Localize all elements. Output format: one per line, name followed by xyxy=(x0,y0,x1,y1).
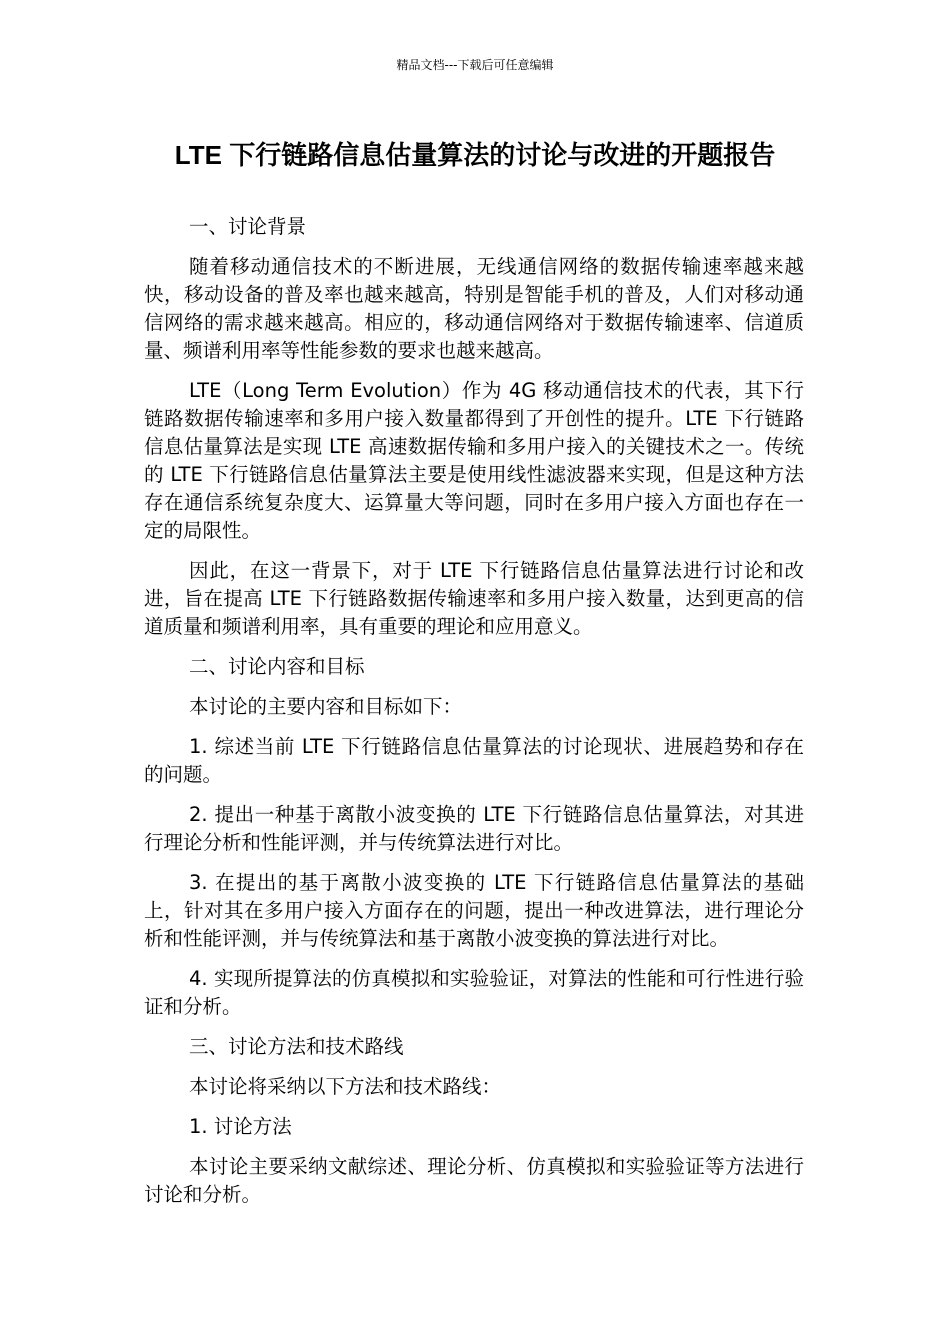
paragraph-content-intro: 本讨论的主要内容和目标如下： xyxy=(189,695,463,718)
document-title: LTE 下行链路信息估量算法的讨论与改进的开题报告 xyxy=(174,140,776,170)
paragraph-background-2: LTE（Long Term Evolution）作为 4G 移动通信技术的代表，其下行链路数据传输速率和多用户接入数量都得到了开创性的提升。LTE 下行链路信息估量算法是实现 LTE 高速数据传输和多用户接入的关键技术之一。传统的 LTE 下行链路信息估量算法主要是使用线性滤波器来实现，但是这种方法存在通信系统复杂度大、运算量大等问题，同时在多用户接入方面也存在一定的局限性。 xyxy=(144,379,804,542)
list-item-goal-3: 3. 在提出的基于离散小波变换的 LTE 下行链路信息估量算法的基础上，针对其在多用户接入方面存在的问题，提出一种改进算法，进行理论分析和性能评测，并与传统算法和基于离散小波变换的算法进行对比。 xyxy=(144,871,804,950)
paragraph-background-1: 随着移动通信技术的不断进展，无线通信网络的数据传输速率越来越快，移动设备的普及率也越来越高，特别是智能手机的普及，人们对移动通信网络的需求越来越高。相应的，移动通信网络对于数据传输速率、信道质量、频谱利用率等性能参数的要求也越来越高。 xyxy=(144,255,804,362)
paragraph-methods-intro: 本讨论将采纳以下方法和技术路线： xyxy=(189,1075,502,1098)
document-body xyxy=(144,213,804,1221)
section-heading-methods: 三、讨论方法和技术路线 xyxy=(189,1035,404,1058)
header-note: 精品文档---下载后可任意编辑 xyxy=(396,58,554,72)
section-heading-background: 一、讨论背景 xyxy=(189,215,307,238)
list-item-goal-4: 4. 实现所提算法的仿真模拟和实验验证，对算法的性能和可行性进行验证和分析。 xyxy=(144,967,804,1018)
list-item-goal-1: 1. 综述当前 LTE 下行链路信息估量算法的讨论现状、进展趋势和存在的问题。 xyxy=(144,735,804,786)
list-item-goal-2: 2. 提出一种基于离散小波变换的 LTE 下行链路信息估量算法，对其进行理论分析和性能评测，并与传统算法进行对比。 xyxy=(144,803,804,854)
paragraph-background-3: 因此，在这一背景下，对于 LTE 下行链路信息估量算法进行讨论和改进，旨在提高 LTE 下行链路数据传输速率和多用户接入数量，达到更高的信道质量和频谱利用率，具有重要的理论和应用意义。 xyxy=(144,559,804,638)
section-heading-content-goals: 二、讨论内容和目标 xyxy=(189,655,365,678)
paragraph-methods-1: 本讨论主要采纳文献综述、理论分析、仿真模拟和实验验证等方法进行讨论和分析。 xyxy=(144,1155,804,1206)
subheading-methods: 1. 讨论方法 xyxy=(189,1115,292,1138)
